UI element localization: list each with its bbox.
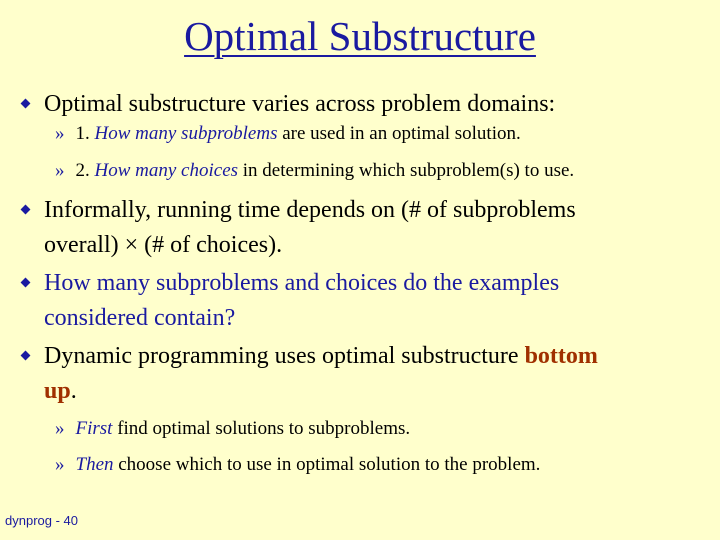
slide-title: Optimal Substructure <box>184 13 536 59</box>
bullet-item <box>22 266 559 336</box>
diamond-bullet-icon <box>21 351 31 361</box>
sub-bullet-emphasis: Then <box>75 454 114 475</box>
bullet-text <box>44 266 559 336</box>
sub-bullet-emphasis: How many choices <box>94 160 239 181</box>
raquo-marker: » <box>55 418 65 439</box>
bullet-text <box>44 193 576 263</box>
sub-bullet-text: in determining which subproblem(s) to use. <box>242 160 575 181</box>
diamond-bullet-icon <box>21 99 31 109</box>
raquo-marker: » <box>55 123 65 144</box>
slide-footer: dynprog - 40 <box>5 513 78 528</box>
bullet-line: Dynamic programming uses optimal substructure <box>44 343 519 369</box>
bullet-line: overall) × (# of choices). <box>44 232 283 258</box>
bold-emphasis: up <box>44 378 71 404</box>
bullet-line: considered contain? <box>44 305 236 331</box>
diamond-bullet-icon <box>21 278 31 288</box>
sub-bullet-text: find optimal solutions to subproblems. <box>117 418 411 439</box>
bullet-tail: . <box>70 378 77 404</box>
sub-bullet-item <box>55 452 540 478</box>
bold-emphasis: bottom <box>524 343 598 369</box>
raquo-marker: » <box>55 454 65 475</box>
bullet-text <box>44 339 598 409</box>
sub-bullet-item <box>55 416 410 442</box>
bullet-line: Informally, running time depends on (# of subproblems <box>44 197 576 223</box>
sub-bullet-number: 1. <box>75 123 90 144</box>
sub-bullet-item <box>55 158 574 184</box>
sub-bullet-number: 2. <box>75 160 90 181</box>
bullet-item <box>22 193 576 263</box>
sub-bullet-text: are used in an optimal solution. <box>282 123 521 144</box>
raquo-marker: » <box>55 160 65 181</box>
bullet-line: How many subproblems and choices do the examples <box>44 270 560 296</box>
bullet-text: Optimal substructure varies across problem domains: <box>44 91 556 117</box>
sub-bullet-emphasis: How many subproblems <box>94 123 278 144</box>
bullet-item <box>22 339 598 409</box>
bullet-item <box>22 87 555 122</box>
sub-bullet-emphasis: First <box>75 418 113 439</box>
sub-bullet-item <box>55 121 521 147</box>
diamond-bullet-icon <box>21 205 31 215</box>
sub-bullet-text: choose which to use in optimal solution to the problem. <box>118 454 541 475</box>
